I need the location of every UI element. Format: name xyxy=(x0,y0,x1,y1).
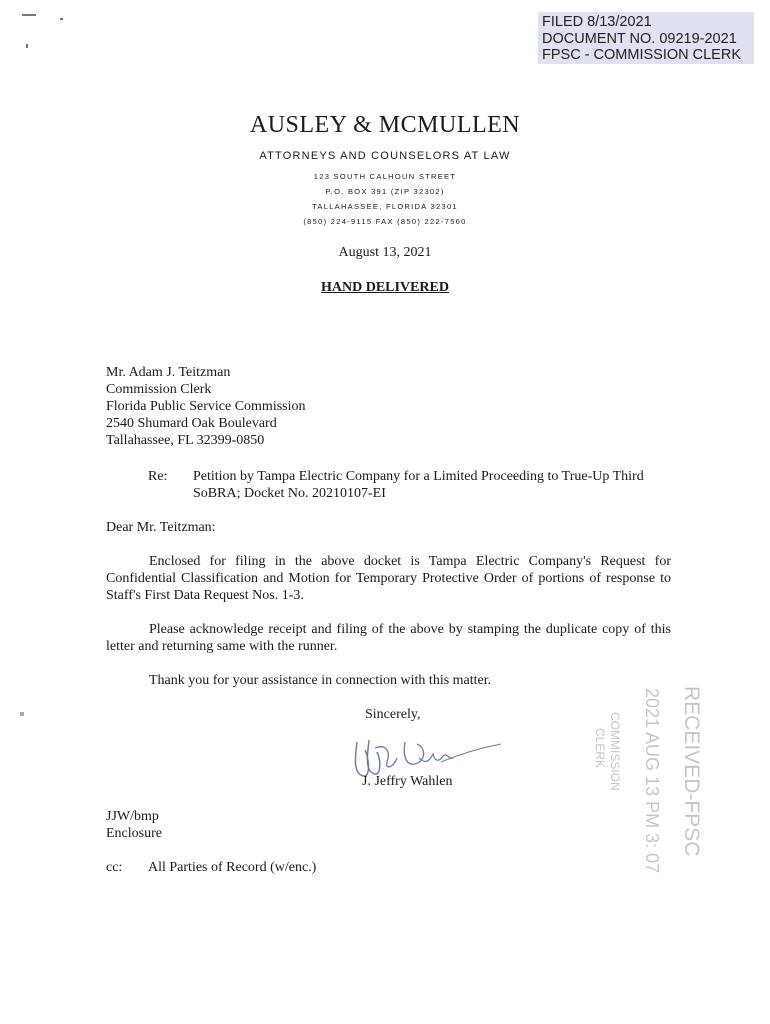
paragraph-enclosure-text: Enclosed for filing in the above docket is Tampa Electric Company's Request for Confidential Classification and Motion for Temporary Protective Order of portions of response to Staff's First Data Request Nos. 1-3. xyxy=(106,554,671,603)
re-label: Re: xyxy=(148,469,168,484)
recipient-name: Mr. Adam J. Teitzman xyxy=(106,365,231,380)
typist-initials-block xyxy=(106,808,162,842)
recipient-organization: Florida Public Service Commission xyxy=(106,399,306,414)
closing: Sincerely, xyxy=(365,707,421,722)
paragraph-thanks xyxy=(106,672,671,689)
re-subject-line-2: SoBRA; Docket No. 20210107-EI xyxy=(193,486,386,501)
recipient-title: Commission Clerk xyxy=(106,382,212,397)
re-subject xyxy=(193,468,673,502)
letter-date: August 13, 2021 xyxy=(338,245,432,260)
paragraph-enclosure xyxy=(106,553,671,604)
scan-speck xyxy=(22,14,36,16)
received-stamp-office-2: CLERK xyxy=(593,728,607,769)
paragraph-acknowledge-text: Please acknowledge receipt and filing of the above by stamping the duplicate copy of this letter and returning same with the runner. xyxy=(106,622,671,654)
firm-phone: (850) 224-9115 FAX (850) 222-7560 xyxy=(303,217,467,226)
cc-label: cc: xyxy=(106,860,123,875)
recipient-street: 2540 Shumard Oak Boulevard xyxy=(106,416,277,431)
salutation: Dear Mr. Teitzman: xyxy=(106,520,216,535)
recipient-city: Tallahassee, FL 32399-0850 xyxy=(106,433,265,448)
filing-stamp-document-number: DOCUMENT NO. 09219-2021 xyxy=(542,30,737,47)
paragraph-thanks-text: Thank you for your assistance in connection with this matter. xyxy=(149,673,492,688)
scan-speck xyxy=(26,44,28,48)
enclosure-note: Enclosure xyxy=(106,826,162,841)
firm-street: 123 SOUTH CALHOUN STREET xyxy=(313,172,457,181)
received-stamp-office: COMMISSION xyxy=(608,712,622,791)
firm-city: TALLAHASSEE, FLORIDA 32301 xyxy=(312,202,458,211)
paragraph-acknowledge xyxy=(106,621,671,655)
firm-tagline: ATTORNEYS AND COUNSELORS AT LAW xyxy=(259,150,511,162)
filing-stamp xyxy=(538,12,754,64)
firm-po-box: P.O. BOX 391 (ZIP 32302) xyxy=(325,187,445,196)
received-stamp-datetime: 2021 AUG 13 PM 3: 07 xyxy=(642,688,662,874)
filing-stamp-date: FILED 8/13/2021 xyxy=(542,14,652,30)
scan-speck xyxy=(60,18,63,20)
firm-name: AUSLEY & MCMULLEN xyxy=(249,112,521,138)
cc-recipients: All Parties of Record (w/enc.) xyxy=(148,860,317,875)
delivery-method: HAND DELIVERED xyxy=(321,280,449,295)
filing-stamp-office: FPSC - COMMISSION CLERK xyxy=(542,47,741,63)
recipient-address xyxy=(106,364,306,449)
typist-initials: JJW/bmp xyxy=(106,809,159,824)
re-subject-line-1: Petition by Tampa Electric Company for a Limited Proceeding to True-Up Third xyxy=(193,469,644,484)
signer-name: J. Jeffry Wahlen xyxy=(362,774,453,789)
received-stamp-title: RECEIVED-FPSC xyxy=(680,686,703,857)
scan-speck xyxy=(20,712,24,716)
